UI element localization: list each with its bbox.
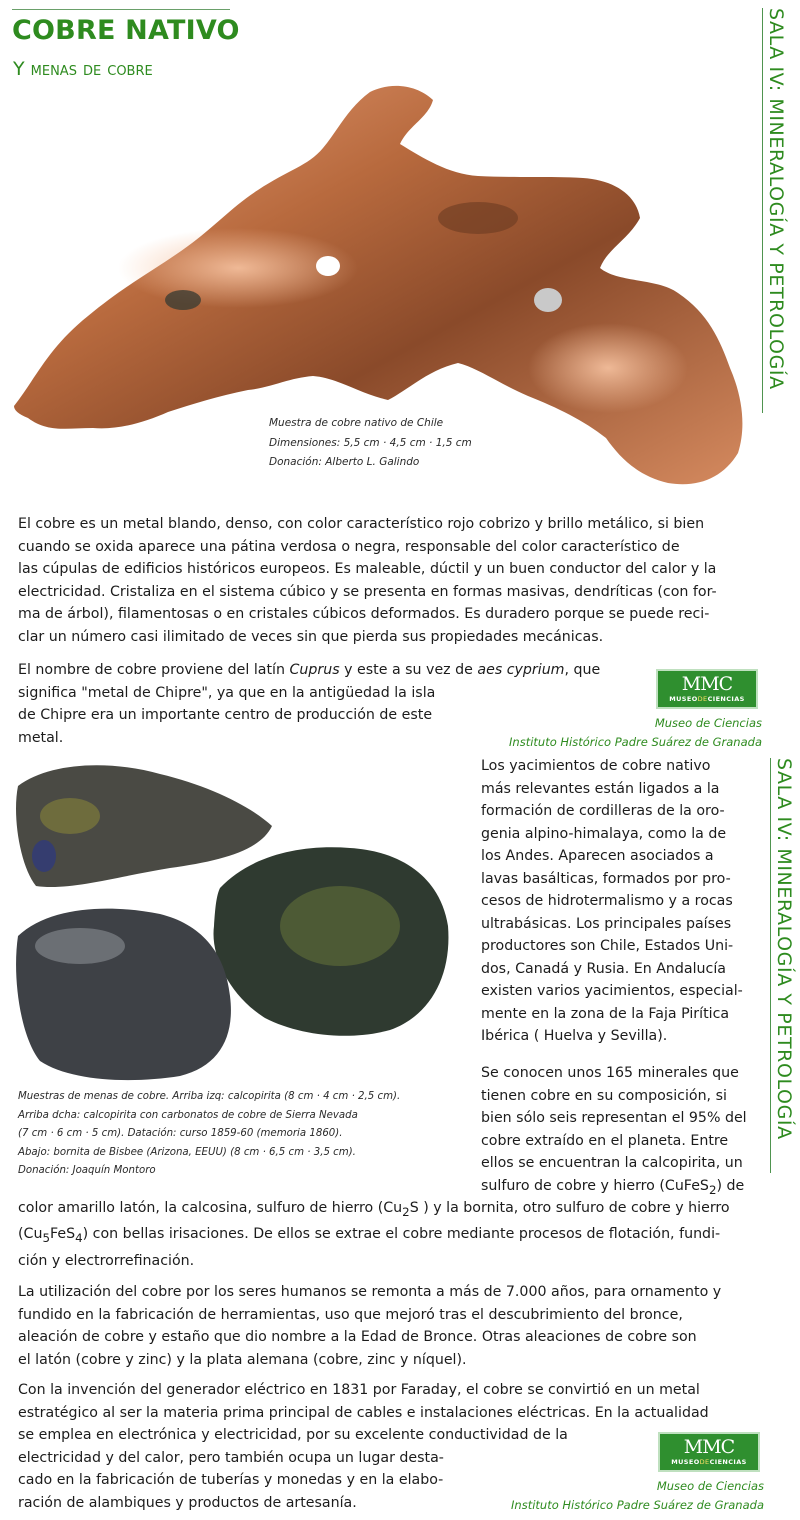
mineral-speck <box>280 886 400 966</box>
copper-highlight <box>528 323 688 413</box>
museum-logo <box>658 1432 760 1472</box>
text-line: clar un número casi ilimitado de veces sin que pierda sus propiedades mecánicas. <box>18 628 604 645</box>
copper-ores-image <box>10 756 455 1086</box>
specimen-hole <box>534 288 562 312</box>
text-line: bien sólo seis representan el 95% del <box>481 1110 747 1126</box>
text-line: El nombre de cobre proviene del latín Cuprus y este a su vez de aes cyprium, que <box>18 662 601 678</box>
side-label-mid: SALA IV: MINERALOGÍA Y PETROLOGÍA <box>773 758 795 1140</box>
text-line: ma de árbol), filamentosas o en cristales cúbicos deformados. Es duradero porque se puede reci- <box>18 606 710 622</box>
museum-name: Museo de Ciencias <box>654 716 762 730</box>
text-line: productores son Chile, Estados Uni- <box>481 938 734 954</box>
text-line: las cúpulas de edificios históricos europeos. Es maleable, dúctil y un buen conductor del calor y la <box>18 561 717 577</box>
page-subtitle: Y menas de cobre <box>13 58 153 80</box>
text-line: aleación de cobre y estaño que dio nombre a la Edad de Bronce. Otras aleaciones de cobre son <box>18 1329 697 1345</box>
side-label-top: SALA IV: MINERALOGÍA Y PETROLOGÍA <box>765 8 787 390</box>
text-line: electricidad y del calor, pero también ocupa un lugar desta- <box>18 1449 444 1466</box>
caption-line: Arriba dcha: calcopirita con carbonatos de cobre de Sierra Nevada <box>18 1109 358 1121</box>
text-line: sulfuro de cobre y hierro (CuFeS$_2$) de <box>481 1177 745 1197</box>
text-line: se emplea en electrónica y electricidad, por su excelente conductividad de la <box>18 1427 568 1443</box>
paragraph-minerals-narrow <box>481 1062 747 1201</box>
text-line: genia alpino-himalaya, como la de <box>481 825 727 842</box>
logo-name: MUSEODECIENCIAS <box>669 695 745 703</box>
logo-name: MUSEODECIENCIAS <box>671 1458 747 1466</box>
caption-line: (7 cm · 6 cm · 5 cm). Datación: curso 1859-60 (memoria 1860). <box>18 1128 343 1140</box>
text-line: color amarillo latón, la calcosina, sulfuro de hierro ($Cu_2S$ ) y la bornita, otro sulfuro de cobre y hierro <box>18 1200 730 1219</box>
side-rule-top <box>762 8 763 413</box>
text-line: El cobre es un metal blando, denso, con color característico rojo cobrizo y brillo metálico, si bien <box>18 516 705 532</box>
caption-line: Donación: Alberto L. Galindo <box>269 456 420 468</box>
paragraph-minerals-wide <box>18 1197 730 1272</box>
text-line: Se conocen unos 165 minerales que <box>481 1065 739 1081</box>
text-line: el latón (cobre y zinc) y la plata alemana (cobre, zinc y níquel). <box>18 1351 467 1368</box>
dark-inclusion <box>438 202 518 234</box>
specimen-hole <box>316 256 340 276</box>
caption-line: Donación: Joaquín Montoro <box>18 1165 156 1177</box>
text-line: La utilización del cobre por los seres humanos se remonta a más de 7.000 años, para ornamento y <box>18 1284 722 1300</box>
text-line: mente en la zona de la Faja Pirítica <box>481 1005 730 1022</box>
text-line: Con la invención del generador eléctrico en 1831 por Faraday, el cobre se convirtió en un metal <box>18 1382 700 1398</box>
text-line: estratégico al ser la materia prima principal de cables e instalaciones eléctricas. En la actualidad <box>18 1404 709 1421</box>
text-line: ultrabásicas. Los principales países <box>481 915 732 932</box>
institute-name: Instituto Histórico Padre Suárez de Granada <box>511 1498 764 1512</box>
text-line: de Chipre era un importante centro de producción de este <box>18 707 433 723</box>
side-rule-mid <box>770 758 771 1173</box>
caption-line: Abajo: bornita de Bisbee (Arizona, EEUU) (8 cm · 6,5 cm · 3,5 cm). <box>18 1146 356 1158</box>
dark-inclusion <box>165 290 201 310</box>
text-line: ellos se encuentran la calcopirita, un <box>481 1155 743 1171</box>
text-line: metal. <box>18 729 64 746</box>
paragraph-history <box>18 1281 721 1371</box>
institute-name: Instituto Histórico Padre Suárez de Granada <box>509 735 762 749</box>
text-line: cado en la fabricación de tuberías y monedas y en la elabo- <box>18 1472 444 1488</box>
header-rule <box>12 9 230 10</box>
text-line: lavas basálticas, formados por pro- <box>481 870 731 887</box>
text-line: fundido en la fabricación de herramientas, uso que mejoró tras el descubrimiento del bronce, <box>18 1306 683 1323</box>
specimen-caption <box>269 414 472 473</box>
text-line: ción y electrorrefinación. <box>18 1252 195 1269</box>
text-line: existen varios yacimientos, especial- <box>481 983 743 999</box>
text-line: tienen cobre en su composición, si <box>481 1087 727 1104</box>
text-line: dos, Canadá y Rusia. En Andalucía <box>481 960 726 977</box>
caption-line: Dimensiones: 5,5 cm · 4,5 cm · 1,5 cm <box>269 436 472 449</box>
logo-mark: MMC <box>681 673 733 695</box>
text-line: significa "metal de Chipre", ya que en la antigüedad la isla <box>18 684 436 701</box>
paragraph-properties <box>18 513 717 648</box>
paragraph-deposits <box>481 755 743 1048</box>
text-line: más relevantes están ligados a la <box>481 780 720 797</box>
caption-line: Muestra de cobre nativo de Chile <box>269 417 444 429</box>
text-line: cesos de hidrotermalismo y a rocas <box>481 893 733 909</box>
ores-caption <box>18 1088 400 1181</box>
text-line: los Andes. Aparecen asociados a <box>481 848 714 864</box>
text-line: electricidad. Cristaliza en el sistema cúbico y se presenta en formas masivas, dendríticas (con for- <box>18 583 717 600</box>
museum-name: Museo de Ciencias <box>656 1479 764 1493</box>
logo-mark: MMC <box>683 1436 735 1458</box>
text-line: ración de alambiques y productos de artesanía. <box>18 1494 357 1511</box>
museum-caption <box>511 1477 764 1515</box>
text-line: Ibérica ( Huelva y Sevilla). <box>481 1028 668 1044</box>
text-line: cuando se oxida aparece una pátina verdosa o negra, responsable del color característico de <box>18 538 680 555</box>
museum-logo <box>656 669 758 709</box>
text-line: cobre extraído en el planeta. Entre <box>481 1132 729 1149</box>
page-title: COBRE NATIVO <box>12 15 240 46</box>
iridescent-patch <box>32 840 56 872</box>
text-line: formación de cordilleras de la oro- <box>481 803 725 819</box>
mineral-speck <box>40 798 100 834</box>
text-line: $(Cu_5FeS_4)$ con bellas irisaciones. De ellos se extrae el cobre mediante procesos de flotación, fundi- <box>18 1226 721 1246</box>
mineral-speck <box>35 928 125 964</box>
museum-caption <box>509 714 762 752</box>
caption-line: Muestras de menas de cobre. Arriba izq: calcopirita (8 cm · 4 cm · 2,5 cm). <box>18 1091 401 1102</box>
text-line: Los yacimientos de cobre nativo <box>481 758 711 774</box>
